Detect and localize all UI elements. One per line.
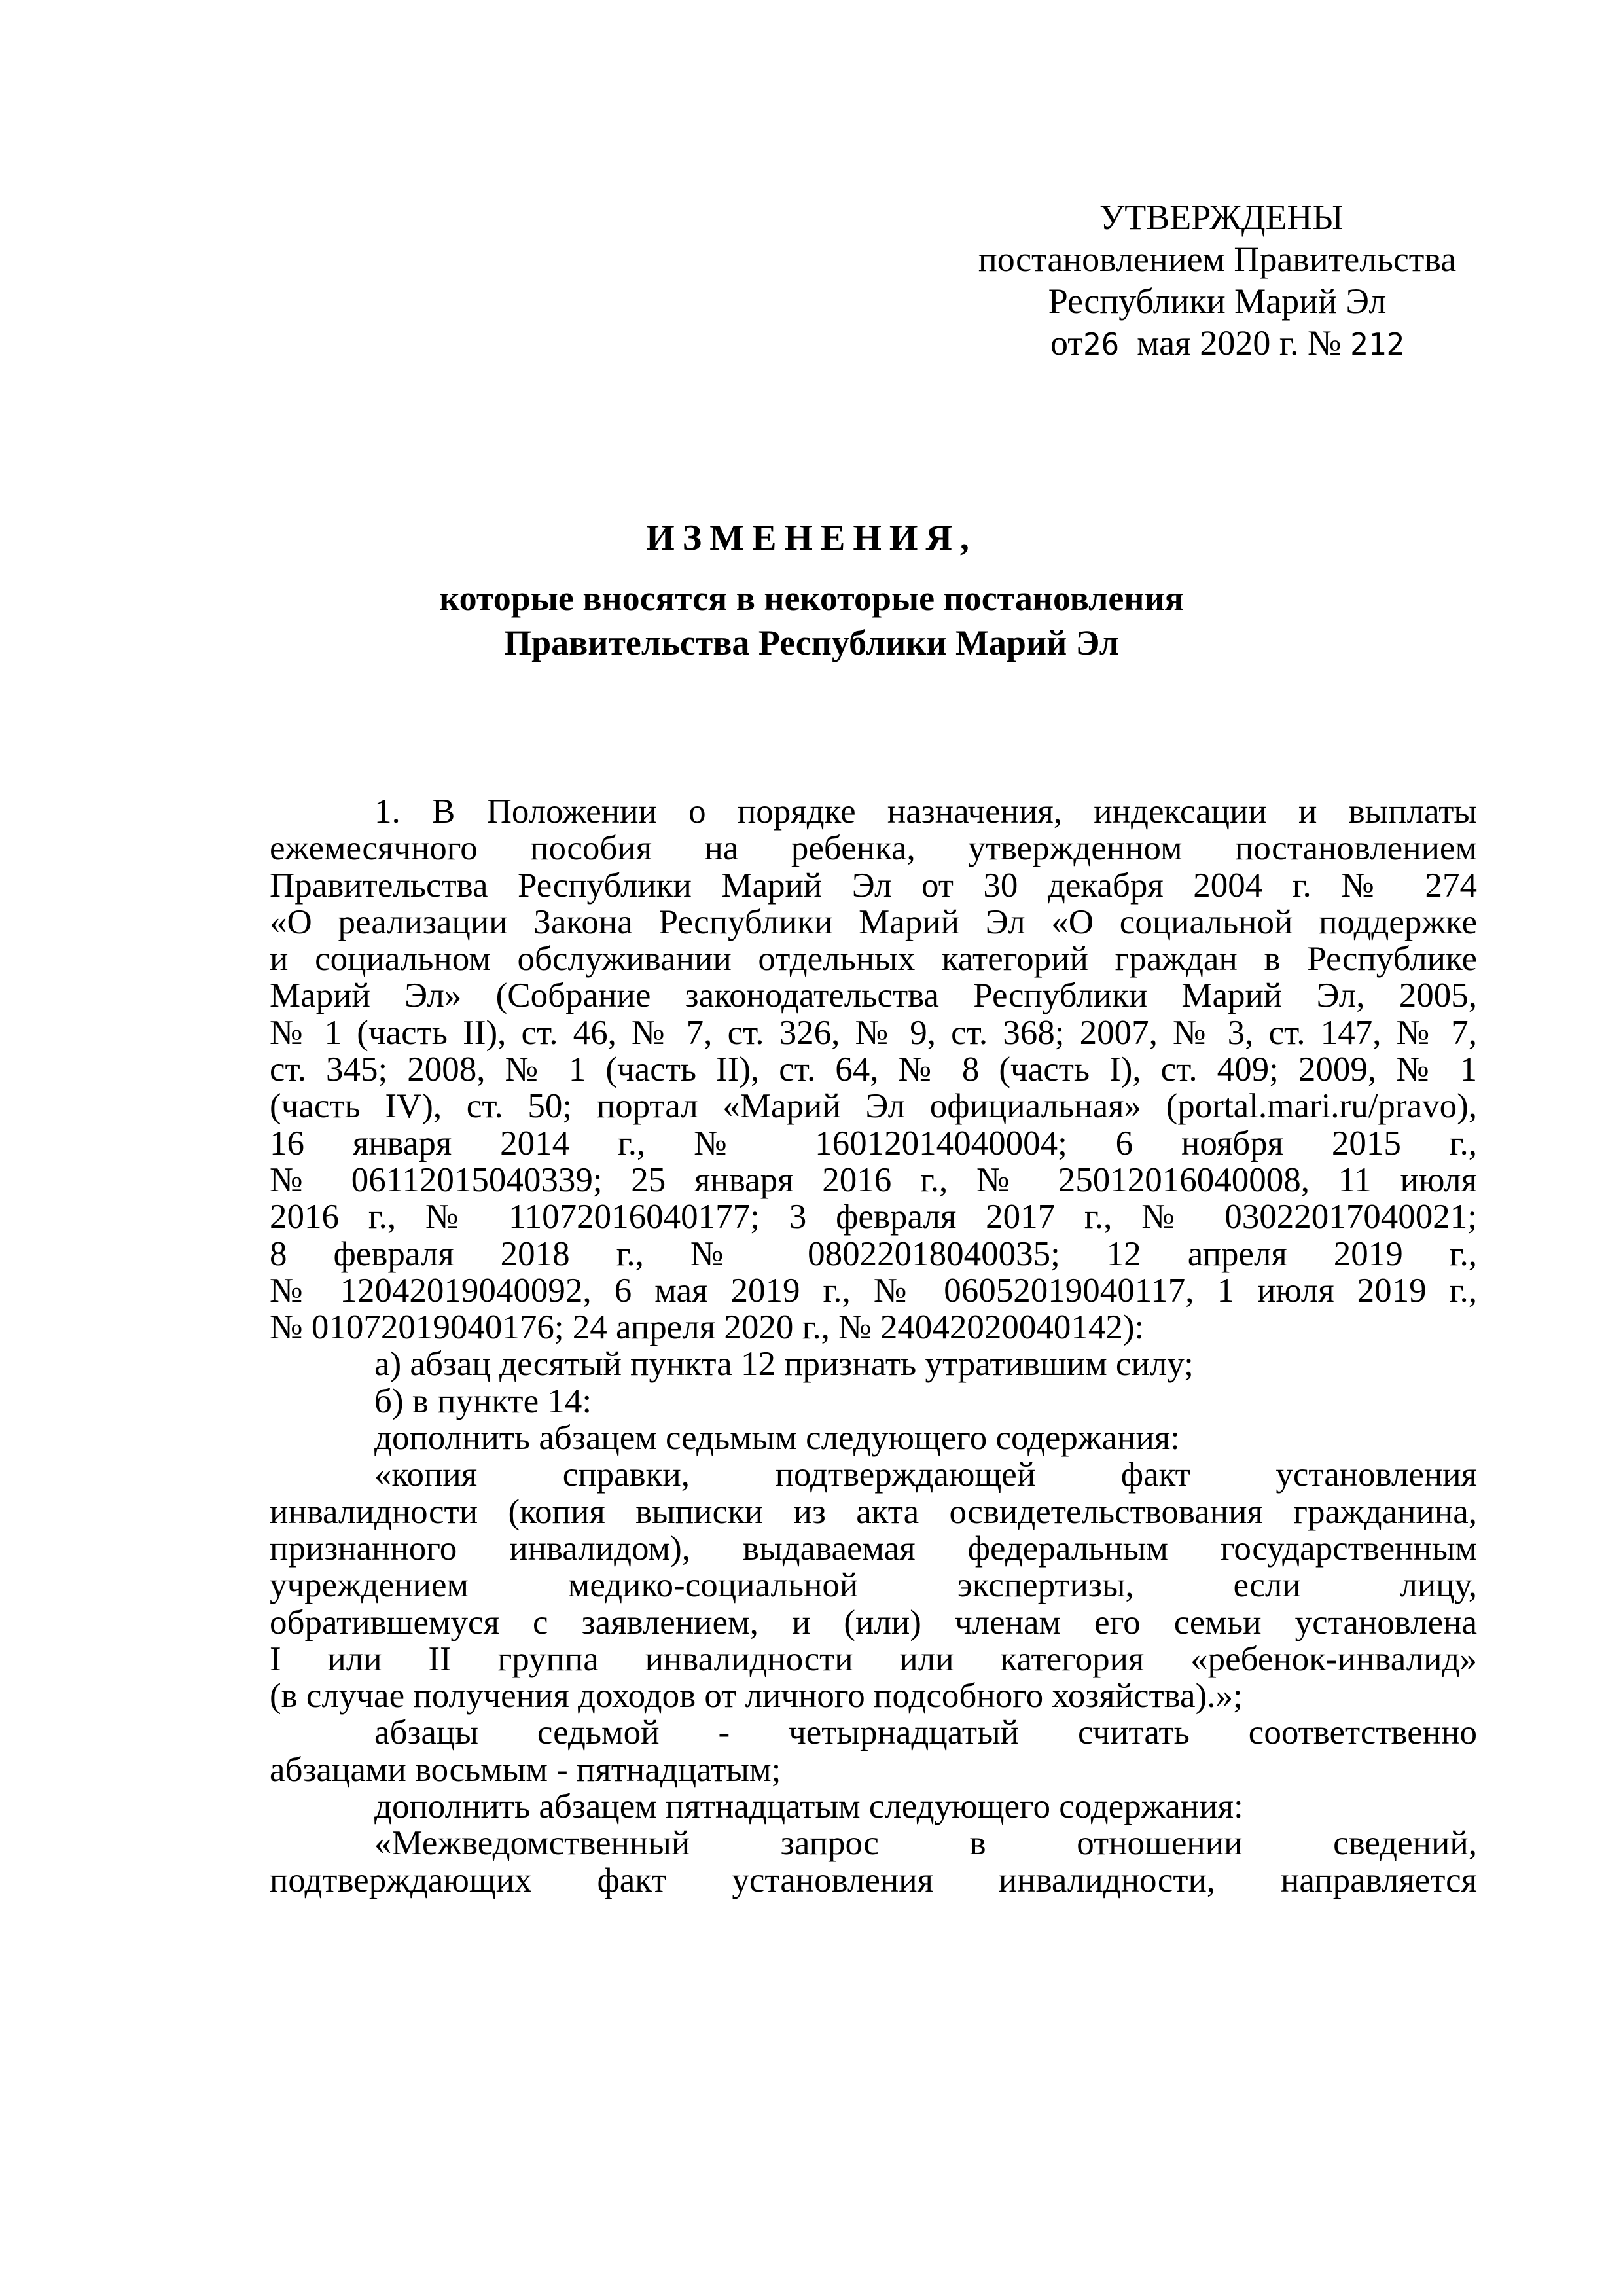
body-line: инвалидности (копия выписки из акта освидетельствования гражданина, <box>270 1492 1477 1531</box>
subtitle-line-2: Правительства Республики Марий Эл <box>504 623 1119 662</box>
body-line: № 12042019040092, 6 мая 2019 г., № 06052019040117, 1 июля 2019 г., <box>270 1271 1477 1310</box>
body-line: признанного инвалидом), выдаваемая федеральным государственным <box>270 1529 1477 1568</box>
body-line: (в случае получения доходов от личного подсобного хозяйства).»; <box>270 1677 1243 1715</box>
document-title: ИЗМЕНЕНИЯ, <box>646 518 977 558</box>
body-line: «О реализации Закона Республики Марий Эл «О социальной поддержке <box>270 903 1477 941</box>
document-number: 212 <box>1349 327 1405 362</box>
body-line: и социальном обслуживании отдельных категорий граждан в Республике <box>270 940 1477 978</box>
body-line: 2016 г., № 11072016040177; 3 февраля 2017 г., № 03022017040021; <box>270 1198 1477 1236</box>
approval-line-1: постановлением Правительства <box>978 240 1457 279</box>
date-rest: мая 2020 г. № <box>1137 323 1342 363</box>
body-line: (часть IV), ст. 50; портал «Марий Эл официальная» (portal.mari.ru/pravo), <box>270 1087 1477 1126</box>
body-line: дополнить абзацем седьмым следующего содержания: <box>374 1419 1180 1458</box>
subtitle-line-1: которые вносятся в некоторые постановления <box>439 579 1184 618</box>
approval-line-2: Республики Марий Эл <box>1048 281 1387 321</box>
document-subtitle <box>0 576 1623 665</box>
body-line: а) абзац десятый пункта 12 признать утратившим силу; <box>374 1345 1194 1384</box>
body-line: № 06112015040339; 25 января 2016 г., № 25012016040008, 11 июля <box>270 1160 1477 1199</box>
body-line: 16 января 2014 г., № 16012014040004; 6 ноября 2015 г., <box>270 1124 1477 1162</box>
approval-heading: УТВЕРЖДЕНЫ <box>1099 198 1344 237</box>
date-day: 26 <box>1082 327 1120 362</box>
body-line: б) в пункте 14: <box>374 1382 592 1420</box>
body-line: № 01072019040176; 24 апреля 2020 г., № 24042020040142): <box>270 1308 1145 1347</box>
approval-stamp <box>929 196 1505 365</box>
body-line: I или II группа инвалидности или категория «ребенок-инвалид» <box>270 1640 1477 1678</box>
body-line: «Межведомственный запрос в отношении сведений, <box>374 1824 1477 1863</box>
document-body <box>270 793 1477 1899</box>
date-prefix: от <box>1050 323 1083 363</box>
body-line: учреждением медико-социальной экспертизы, если лицу, <box>270 1566 1477 1605</box>
body-line: ст. 345; 2008, № 1 (часть II), ст. 64, № 8 (часть I), ст. 409; 2009, № 1 <box>270 1050 1477 1089</box>
body-line: дополнить абзацем пятнадцатым следующего содержания: <box>374 1787 1243 1826</box>
body-line: «копия справки, подтверждающей факт установления <box>374 1456 1477 1494</box>
body-line: Марий Эл» (Собрание законодательства Республики Марий Эл, 2005, <box>270 977 1477 1015</box>
body-line: 1. В Положении о порядке назначения, индексации и выплаты <box>374 793 1477 831</box>
body-line: Правительства Республики Марий Эл от 30 декабря 2004 г. № 274 <box>270 866 1477 905</box>
body-line: абзацы седьмой - четырнадцатый считать соответственно <box>374 1713 1477 1752</box>
body-line: ежемесячного пособия на ребенка, утвержденном постановлением <box>270 829 1477 868</box>
body-line: 8 февраля 2018 г., № 08022018040035; 12 апреля 2019 г., <box>270 1234 1477 1273</box>
approval-date <box>929 322 1505 365</box>
body-line: абзацами восьмым - пятнадцатым; <box>270 1750 781 1789</box>
body-line: № 1 (часть II), ст. 46, № 7, ст. 326, № 9, ст. 368; 2007, № 3, ст. 147, № 7, <box>270 1013 1477 1052</box>
body-line: подтверждающих факт установления инвалидности, направляется <box>270 1861 1477 1899</box>
body-line: обратившемуся с заявлением, и (или) членам его семьи установлена <box>270 1603 1477 1641</box>
